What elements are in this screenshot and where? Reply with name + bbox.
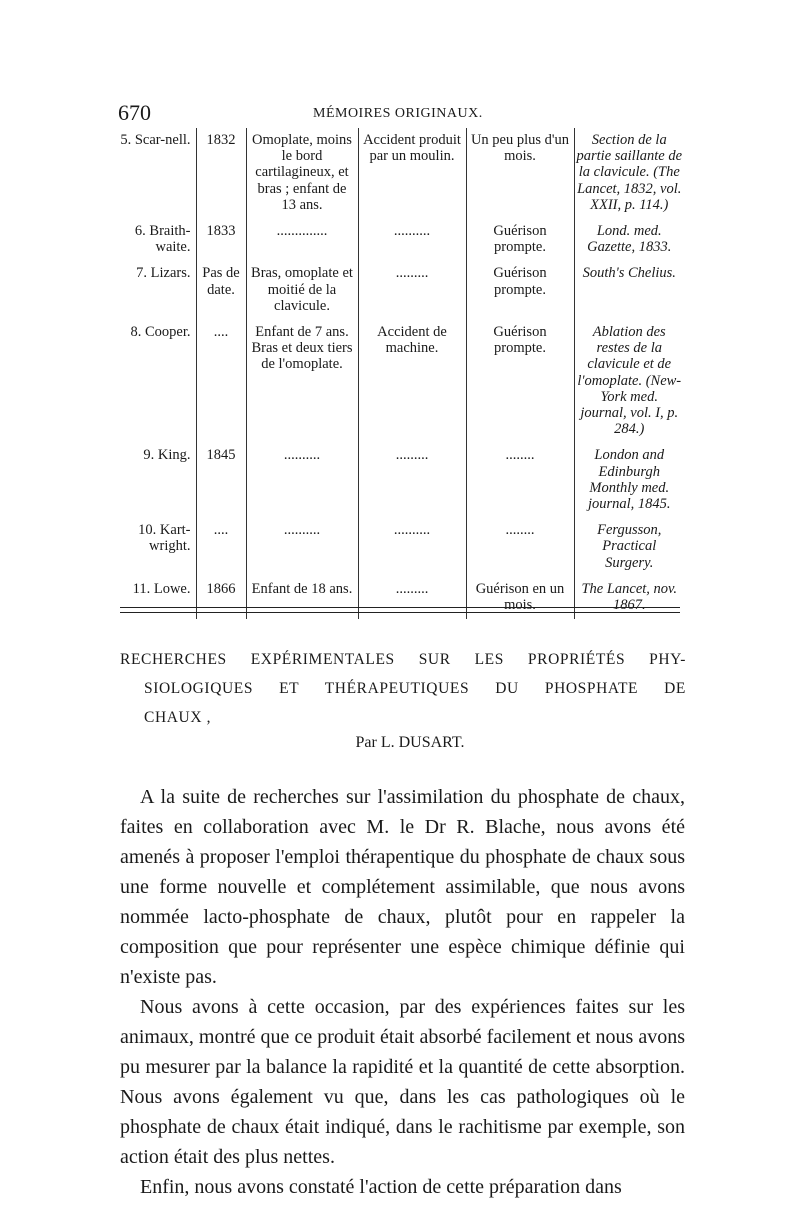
year-cell: Pas de date. [196, 261, 246, 320]
case-cell: 8. Cooper. [130, 324, 191, 341]
reference-cell: London and Edinburgh Monthly med. journal, 1845. [574, 443, 684, 518]
removed-part-cell: .............. [246, 219, 358, 261]
case-cell: 6. Braith-waite. [134, 223, 191, 256]
removed-part-cell: .......... [246, 518, 358, 577]
table-row [114, 219, 684, 261]
year-cell: 1833 [196, 219, 246, 261]
article-byline: Par L. DUSART. [355, 734, 465, 751]
result-cell: Guérison prompte. [466, 261, 574, 320]
case-cell: 10. Kart-wright. [138, 522, 191, 555]
article-title-line: CHAUX , [144, 709, 212, 726]
cause-cell: .......... [358, 219, 466, 261]
case-table-body [114, 128, 684, 619]
reference-cell: Fergusson, Practical Surgery. [574, 518, 684, 577]
paragraph: Nous avons à cette occasion, par des expériences faites sur les animaux, montré que ce produit était absorbé facilement et nous avons pu mesurer par la balance la rapidité et la quantité de cette absorption. Nous avons également vu que, dans les cas pathologiques où le phosphate de chaux était indiqué, dans le rachitisme par exemple, son action était des plus nettes. [120, 996, 685, 1168]
table-row [114, 128, 684, 219]
removed-part-cell: Omoplate, moins le bord cartilagineux, et bras ; enfant de 13 ans. [246, 128, 358, 219]
reference-cell: Lond. med. Gazette, 1833. [574, 219, 684, 261]
cause-cell: ......... [358, 443, 466, 518]
page-number: 670 [118, 100, 151, 125]
removed-part-cell: Bras, omoplate et moitié de la clavicule. [246, 261, 358, 320]
removed-part-cell: Enfant de 7 ans. Bras et deux tiers de l'omoplate. [246, 320, 358, 443]
case-cell: 11. Lowe. [132, 580, 191, 597]
cause-cell: ......... [358, 577, 466, 619]
result-cell: Guérison en un mois. [466, 577, 574, 619]
case-table [114, 128, 684, 619]
year-cell: .... [196, 518, 246, 577]
separator-rule [120, 612, 680, 613]
cause-cell: ......... [358, 261, 466, 320]
table-row [114, 261, 684, 320]
reference-cell: South's Chelius. [574, 261, 684, 320]
result-cell: ........ [466, 518, 574, 577]
reference-cell: The Lancet, nov. 1867. [574, 577, 684, 619]
reference-cell: Ablation des restes de la clavicule et de l'omoplate. (New-York med. journal, vol. I, p. 284.) [574, 320, 684, 443]
paragraph: Enfin, nous avons constaté l'action de cette préparation dans [140, 1176, 622, 1198]
case-cell: 7. Lizars. [136, 265, 191, 282]
reference-cell: Section de la partie saillante de la clavicule. (The Lancet, 1832, vol. XXII, p. 114.) [574, 128, 684, 219]
result-cell: ........ [466, 443, 574, 518]
table-row [114, 320, 684, 443]
removed-part-cell: Enfant de 18 ans. [246, 577, 358, 619]
article-title-line: RECHERCHES EXPÉRIMENTALES SUR LES PROPRIÉTÉS PHY- [120, 651, 686, 668]
year-cell: .... [196, 320, 246, 443]
removed-part-cell: .......... [246, 443, 358, 518]
cause-cell: Accident de machine. [358, 320, 466, 443]
year-cell: 1866 [196, 577, 246, 619]
paragraph: A la suite de recherches sur l'assimilation du phosphate de chaux, faites en collaboration avec M. le Dr R. Blache, nous avons été amenés à proposer l'emploi thérapentique du phosphate de chaux sous une forme nouvelle et complétement assimilable, que nous avons nommée lacto-phosphate de chaux, plutôt pour en rappeler la composition que pour représenter une espèce chimique définie qui n'existe pas. [120, 786, 685, 988]
result-cell: Un peu plus d'un mois. [466, 128, 574, 219]
running-header [118, 100, 683, 130]
year-cell: 1845 [196, 443, 246, 518]
case-cell: 5. Scar-nell. [120, 132, 191, 148]
article-title [120, 645, 686, 732]
result-cell: Guérison prompte. [466, 219, 574, 261]
result-cell: Guérison prompte. [466, 320, 574, 443]
table-row [114, 443, 684, 518]
cause-cell: .......... [358, 518, 466, 577]
running-title: MÉMOIRES ORIGINAUX. [313, 106, 483, 121]
cause-cell: Accident produit par un moulin. [358, 128, 466, 219]
separator-rule [120, 607, 680, 608]
article-body [120, 782, 685, 1202]
case-cell: 9. King. [143, 447, 191, 464]
year-cell: 1832 [196, 128, 246, 219]
article-title-line: SIOLOGIQUES ET THÉRAPEUTIQUES DU PHOSPHATE DE [144, 680, 686, 697]
table-row [114, 518, 684, 577]
